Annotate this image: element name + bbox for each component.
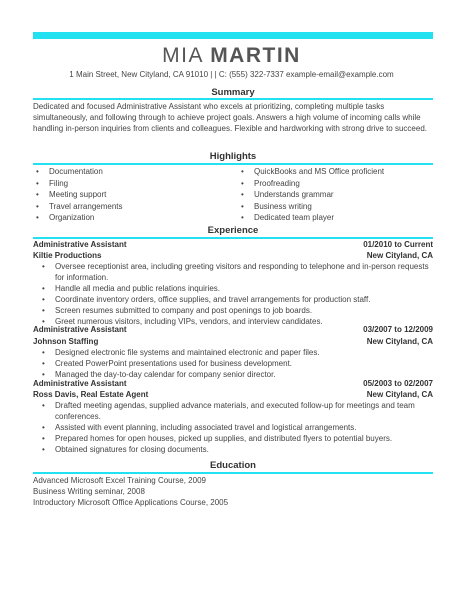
list-item: • Meeting support <box>33 189 223 201</box>
job-bullets <box>33 347 433 380</box>
summary-rule <box>33 98 433 100</box>
list-item: • Designed electronic file systems and maintained electronic and paper files. <box>33 347 433 358</box>
list-item: • Handle all media and public relations inquiries. <box>33 283 433 294</box>
list-item: • Obtained signatures for closing documents. <box>33 444 433 455</box>
candidate-name <box>0 44 463 68</box>
job-company: Ross Davis, Real Estate Agent <box>33 390 149 399</box>
job-company: Kiltie Productions <box>33 251 102 260</box>
list-item: • Dedicated team player <box>238 212 433 224</box>
list-item: • Business writing <box>238 201 433 213</box>
highlights-rule <box>33 163 433 165</box>
list-item: • Drafted meeting agendas, supplied advance materials, and executed follow-up for meetings and team conferences. <box>33 400 433 422</box>
top-accent-bar <box>33 32 433 39</box>
job-bullets <box>33 400 433 455</box>
list-item: • Proofreading <box>238 178 433 190</box>
last-name: MARTIN <box>210 44 301 67</box>
summary-heading: Summary <box>211 87 255 98</box>
highlights-heading: Highlights <box>209 151 257 162</box>
list-item: • Prepared homes for open houses, picked up supplies, and distributed flyers to potential buyers. <box>33 433 433 444</box>
job-header <box>33 324 433 335</box>
list-item: • Filing <box>33 178 223 190</box>
list-item: • Assisted with event planning, including associated travel and logistical arrangements. <box>33 422 433 433</box>
education-rule <box>33 472 433 474</box>
list-item: • Travel arrangements <box>33 201 223 213</box>
list-item: • QuickBooks and MS Office proficient <box>238 166 433 178</box>
list-item: Introductory Microsoft Office Applications Course, 2005 <box>33 498 229 508</box>
job-bullets <box>33 261 433 327</box>
job-header <box>33 239 433 250</box>
job-company-row <box>33 389 433 400</box>
list-item: Business Writing seminar, 2008 <box>33 487 145 497</box>
job-dates: 01/2010 to Current <box>363 240 433 249</box>
list-item: • Greet numerous visitors, including VIPs, vendors, and interview candidates. <box>33 316 433 327</box>
job-dates: 03/2007 to 12/2009 <box>363 325 433 334</box>
highlights-left-list <box>33 166 223 224</box>
summary-text: Dedicated and focused Administrative Assistant who excels at prioritizing, completing multiple tasks simultaneously, and following through to achieve project goals. Answers a high volume of incoming calls while handling in-person inquiries from clients and colleagues. Flexible and hardworking with strong drive to succeed. <box>33 102 427 133</box>
first-name: MIA <box>162 44 203 67</box>
job-title: Administrative Assistant <box>33 379 127 388</box>
contact-line: 1 Main Street, New Cityland, CA 91010 | | C: (555) 322-7337 example-email@example.com <box>69 70 394 79</box>
education-heading: Education <box>210 460 256 471</box>
list-item: Advanced Microsoft Excel Training Course, 2009 <box>33 476 206 485</box>
highlights-right-list <box>238 166 433 224</box>
list-item: • Documentation <box>33 166 223 178</box>
list-item: • Understands grammar <box>238 189 433 201</box>
job-location: New Cityland, CA <box>366 251 433 260</box>
list-item: • Coordinate inventory orders, office supplies, and travel arrangements for production staff. <box>33 294 433 305</box>
experience-heading: Experience <box>207 225 259 236</box>
list-item: • Screen resumes submitted to company and post openings to job boards. <box>33 305 433 316</box>
job-company-row <box>33 336 433 347</box>
job-location: New Cityland, CA <box>366 390 433 399</box>
job-company: Johnson Staffing <box>33 337 99 346</box>
education-list <box>33 475 433 509</box>
list-item: • Managed the day-to-day calendar for company senior director. <box>33 369 433 380</box>
list-item: • Oversee receptionist area, including greeting visitors and responding to telephone and in-person requests for information. <box>33 261 433 283</box>
job-company-row <box>33 250 433 261</box>
list-item: • Organization <box>33 212 223 224</box>
job-title: Administrative Assistant <box>33 325 127 334</box>
job-title: Administrative Assistant <box>33 240 127 249</box>
job-dates: 05/2003 to 02/2007 <box>363 379 433 388</box>
job-header <box>33 378 433 389</box>
job-location: New Cityland, CA <box>366 337 433 346</box>
list-item: • Created PowerPoint presentations used for business development. <box>33 358 433 369</box>
